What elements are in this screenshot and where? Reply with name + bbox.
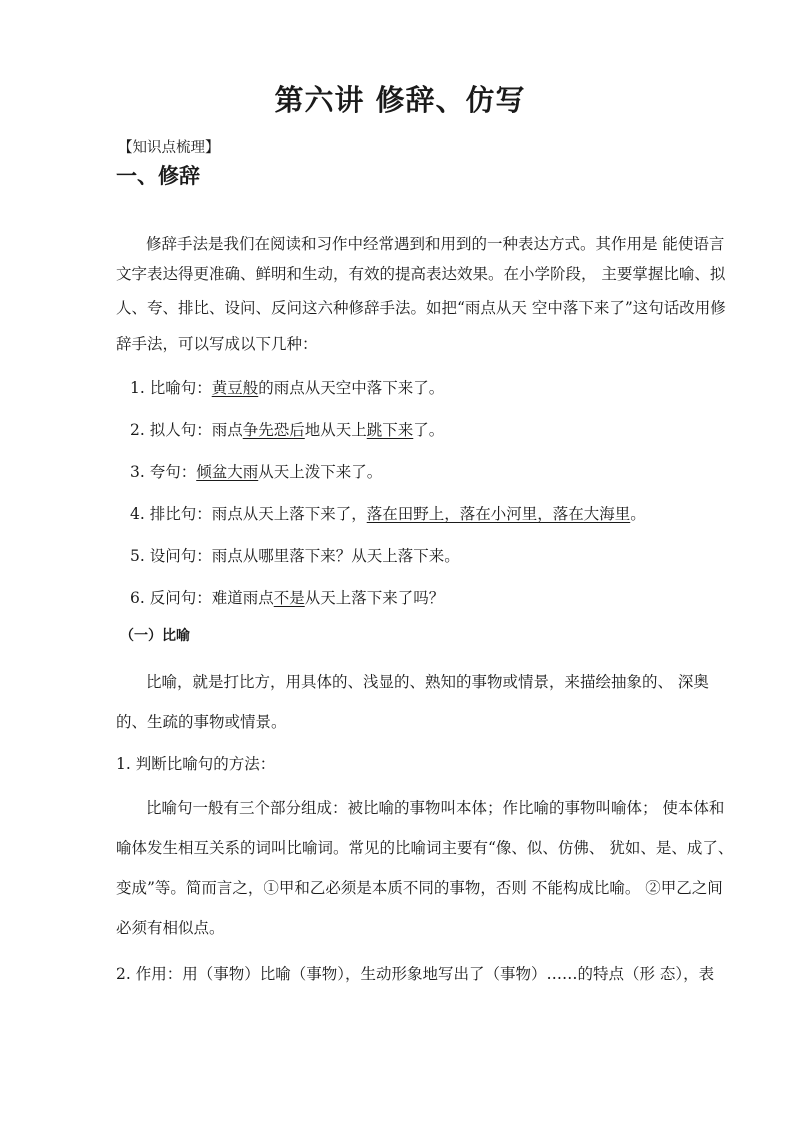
example-rhetorical-question: 5. 设问句：雨点从哪里落下来？从天上落下来。	[130, 547, 460, 565]
example-prefix: 4. 排比句：雨点从天上落下来了，	[130, 505, 367, 523]
example-hyperbole	[130, 460, 382, 484]
example-prefix: 6. 反问句：难道雨点	[130, 589, 274, 607]
example-prefix: 1. 比喻句：	[130, 379, 212, 397]
example-retort	[130, 586, 444, 610]
heading-simile: （一）比喻	[120, 628, 190, 644]
intro-line-3: 人、夸、排比、设问、反问这六种修辞手法。如把“雨点从天 空中落下来了”这句话改用修	[116, 299, 726, 317]
example-simile	[130, 376, 444, 400]
section-label: 【知识点梳理】	[118, 140, 220, 156]
method-line-2: 喻体发生相互关系的词叫比喻词。常见的比喻词主要有“像、似、仿佛、 犹如、是、成了、	[116, 839, 734, 857]
method-title: 1. 判断比喻句的方法：	[116, 755, 276, 773]
intro-line-4: 辞手法，可以写成以下几种：	[116, 335, 318, 353]
underlined-text: 落在田野上，落在小河里，落在大海里	[366, 505, 631, 523]
example-prefix: 3. 夸句：	[130, 463, 197, 481]
intro-line-2: 文字表达得更准确、鲜明和生动，有效的提高表达效果。在小学阶段， 主要掌握比喻、拟	[116, 265, 726, 283]
example-rest: 了。	[413, 421, 445, 439]
method-line-3: 变成”等。简而言之，①甲和乙必须是本质不同的事物，否则 不能构成比喻。 ②甲乙之间	[116, 879, 723, 897]
underlined-text: 争先恐后	[242, 421, 305, 439]
example-prefix: 2. 拟人句：雨点	[130, 421, 243, 439]
example-rest: 。	[630, 505, 646, 523]
example-personification	[130, 418, 444, 442]
intro-line-1: 修辞手法是我们在阅读和习作中经常遇到和用到的一种表达方式。其作用是 能使语言	[146, 235, 725, 253]
underlined-text: 黄豆般	[211, 379, 259, 397]
example-rest: 从天上落下来了吗？	[304, 589, 445, 607]
example-rest: 从天上泼下来了。	[258, 463, 383, 481]
method-line-1: 比喻句一般有三个部分组成：被比喻的事物叫本体；作比喻的事物叫喻体； 使本体和	[146, 799, 725, 817]
underlined-text: 倾盆大雨	[196, 463, 259, 481]
method-line-4: 必须有相似点。	[116, 919, 225, 937]
simile-definition-line-2: 的、生疏的事物或情景。	[116, 713, 287, 731]
example-rest: 的雨点从天空中落下来了。	[258, 379, 445, 397]
underlined-text: 不是	[273, 589, 305, 607]
simile-definition-line-1: 比喻，就是打比方，用具体的、浅显的、熟知的事物或情景，来描绘抽象的、 深奥	[146, 673, 709, 691]
example-parallelism	[130, 502, 646, 526]
underlined-text: 跳下来	[366, 421, 414, 439]
page-title: 第六讲 修辞、仿写	[274, 83, 526, 117]
heading-rhetoric: 一、修辞	[116, 164, 200, 188]
example-mid: 地从天上	[304, 421, 367, 439]
effect-line: 2. 作用：用（事物）比喻（事物），生动形象地写出了（事物）……的特点（形 态），表	[116, 965, 715, 983]
